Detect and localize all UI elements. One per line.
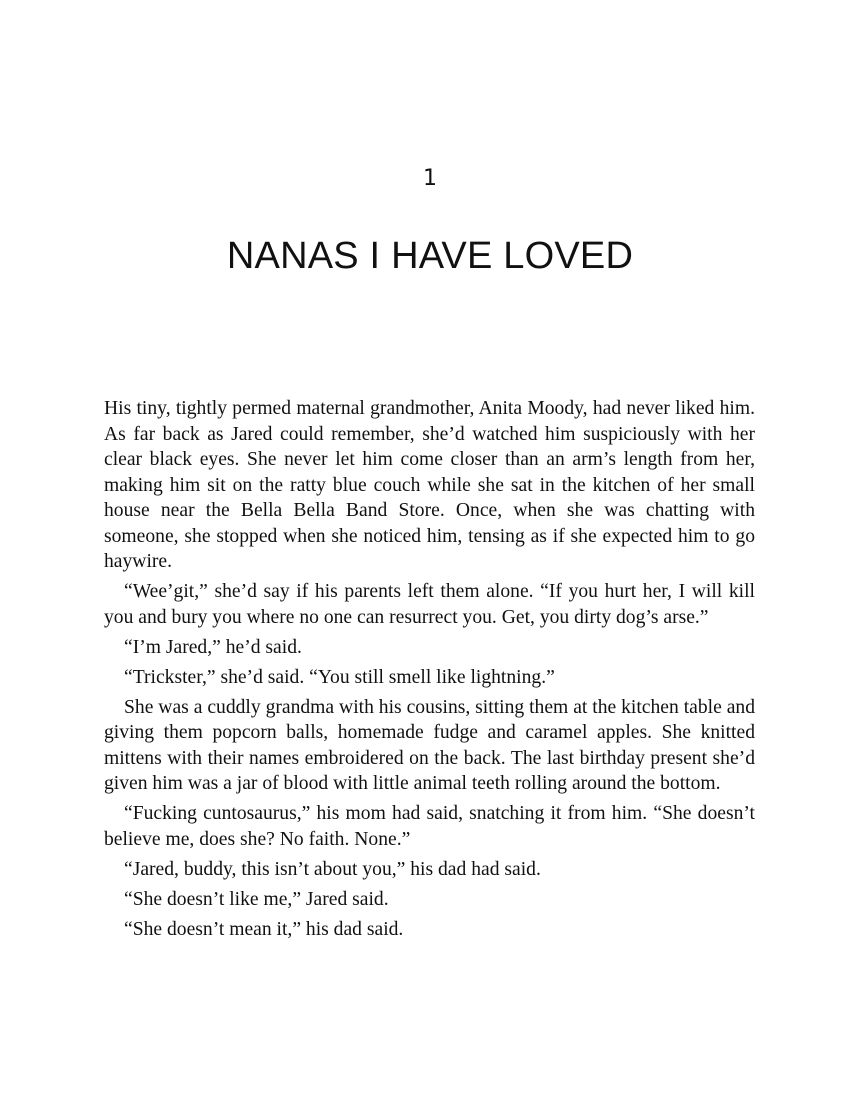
paragraph: “Wee’git,” she’d say if his parents left them alone. “If you hurt her, I will kill you and bury you where no one can resurrect you. Get, you dirty dog’s arse.” [104,581,755,628]
paragraph: She was a cuddly grandma with his cousins, sitting them at the kitchen table and giving them popcorn balls, homemade fudge and caramel apples. She knitted mittens with their names embroidered on the back. The last birthday present she’d given him was a jar of blood with little animal teeth rolling around the bottom. [104,696,755,794]
chapter-body [104,396,755,947]
chapter-number: 1 [423,166,437,191]
paragraph: “Jared, buddy, this isn’t about you,” his dad had said. [124,858,541,880]
paragraph: “Trickster,” she’d said. “You still smell like lightning.” [124,666,555,688]
paragraph: “She doesn’t mean it,” his dad said. [124,918,404,940]
paragraph: “Fucking cuntosaurus,” his mom had said, snatching it from him. “She doesn’t believe me, does she? No faith. None.” [104,803,755,850]
paragraph: His tiny, tightly permed maternal grandmother, Anita Moody, had never liked him. As far back as Jared could remember, she’d watched him suspiciously with her clear black eyes. She never let him come closer than an arm’s length from her, making him sit on the ratty blue couch while she sat in the kitchen of her small house near the Bella Bella Band Store. Once, when she was chatting with someone, she stopped when she noticed him, tensing as if she expected him to go haywire. [104,398,755,572]
chapter-title: NANAS I HAVE LOVED [226,235,634,277]
paragraph: “She doesn’t like me,” Jared said. [124,888,389,910]
paragraph: “I’m Jared,” he’d said. [124,636,302,658]
